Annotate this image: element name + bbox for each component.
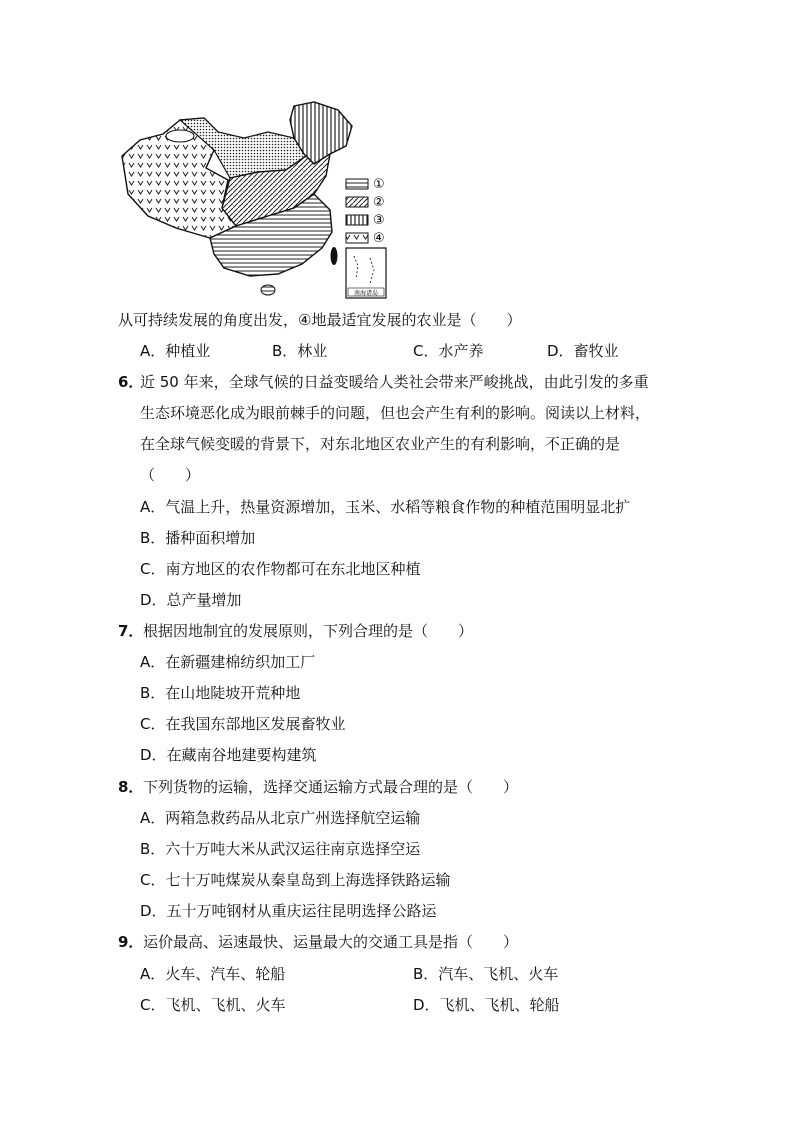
q8-number: 8． [118,778,144,796]
q7-option-b: B．在山地陡坡开荒种地 [140,684,301,702]
q9-number: 9． [118,933,144,951]
q5-option-a: A．种植业 [140,342,211,360]
q8-stem: 下列货物的运输，选择交通运输方式最合理的是（ ） [143,778,519,796]
q7-option-d: D．在藏南谷地建要构建筑 [140,746,317,764]
q9-option-c: C．飞机、飞机、火车 [140,996,286,1014]
legend-label-4: ④ [373,231,385,246]
q6-stem-line-2: 生态环境恶化成为眼前棘手的问题，但也会产生有利的影响。阅读以上材料， [140,404,651,422]
q5-option-c: C．水产养 [413,342,484,360]
q6-option-d: D．总产量增加 [140,591,242,609]
q8-option-a: A．两箱急救药品从北京广州选择航空运输 [140,809,421,827]
map-figure [118,98,408,302]
q9-option-d: D．飞机、飞机、轮船 [413,996,560,1014]
q9-option-a: A．火车、汽车、轮船 [140,965,286,983]
legend-label-1: ① [373,177,385,192]
q8-option-b: B．六十万吨大米从武汉运往南京选择空运 [140,840,421,858]
south-china-sea-inset [346,248,386,298]
q5-stem: 从可持续发展的角度出发，④地最适宜发展的农业是（ ） [118,311,522,329]
q6-stem-line-3: 在全球气候变暖的背景下，对东北地区农业产生的有利影响，不正确的是 [140,435,621,453]
inset-label: 南海诸岛 [353,290,379,297]
q7-number: 7． [118,622,144,640]
q6-option-a: A．气温上升，热量资源增加，玉米、水稻等粮食作物的种植范围明显北扩 [140,498,631,516]
q8-option-c: C．七十万吨煤炭从秦皇岛到上海选择铁路运输 [140,871,451,889]
q7-stem: 根据因地制宜的发展原则，下列合理的是（ ） [143,622,474,640]
q6-stem-line-1: 近 50 年来，全球气候的日益变暖给人类社会带来严峻挑战，由此引发的多重 [140,373,649,391]
q7-option-c: C．在我国东部地区发展畜牧业 [140,715,346,733]
q7-option-a: A．在新疆建棉纺织加工厂 [140,653,316,671]
q5-option-d: D．畜牧业 [547,342,619,360]
china-agriculture-map [118,98,408,302]
q6-option-b: B．播种面积增加 [140,529,256,547]
q6-option-c: C．南方地区的农作物都可在东北地区种植 [140,560,421,578]
q8-option-d: D．五十万吨钢材从重庆运往昆明选择公路运 [140,902,437,920]
q6-stem-line-4: （ ） [140,466,201,484]
q6-number: 6． [118,373,144,391]
map-legend [346,177,385,246]
legend-label-2: ② [373,195,385,210]
legend-label-3: ③ [373,213,385,228]
q9-stem: 运价最高、运速最快、运量最大的交通工具是指（ ） [143,933,519,951]
q9-option-b: B．汽车、飞机、火车 [413,965,559,983]
q5-option-b: B．林业 [272,342,328,360]
